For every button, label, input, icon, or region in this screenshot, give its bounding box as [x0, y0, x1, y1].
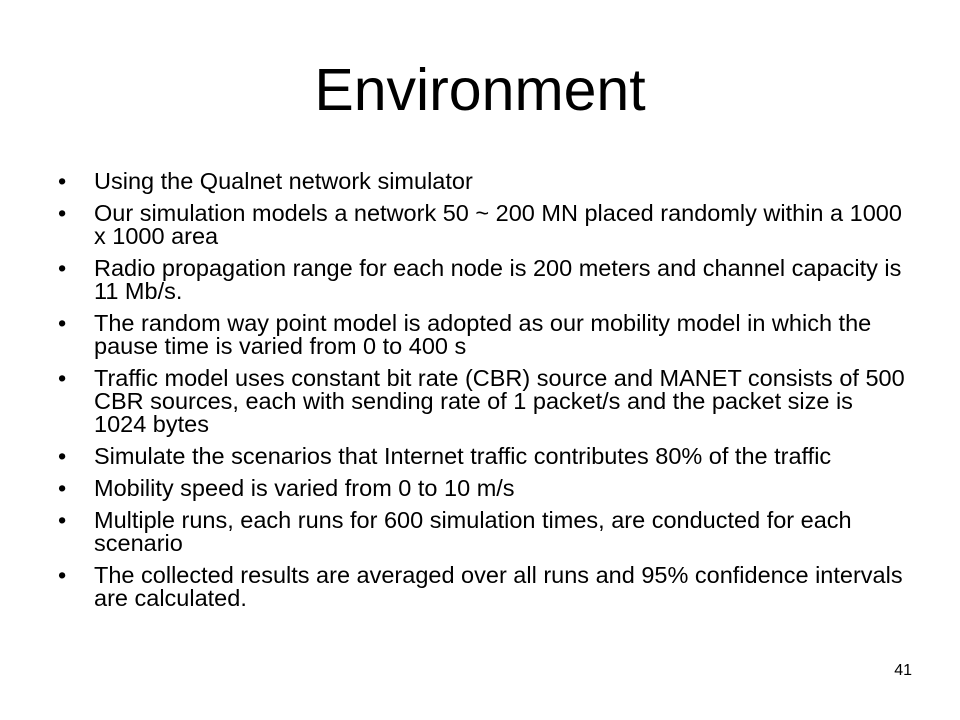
bullet-text: Our simulation models a network 50 ~ 200 MN placed randomly within a 1000 x 1000 area — [94, 200, 902, 249]
bullet-item — [58, 170, 908, 193]
bullet-text: Simulate the scenarios that Internet traffic contributes 80% of the traffic — [94, 443, 832, 469]
bullet-item — [58, 564, 908, 610]
bullet-icon: • — [58, 168, 67, 194]
bullet-text: The random way point model is adopted as our mobility model in which the pause time is varied from 0 to 400 s — [94, 310, 872, 359]
bullet-item — [58, 509, 908, 555]
bullet-icon: • — [58, 255, 67, 281]
bullet-text: Using the Qualnet network simulator — [94, 168, 473, 194]
bullet-text: Mobility speed is varied from 0 to 10 m/s — [94, 475, 515, 501]
bullet-item — [58, 257, 908, 303]
bullet-item — [58, 202, 908, 248]
bullet-item — [58, 477, 908, 500]
bullet-text: Traffic model uses constant bit rate (CBR) source and MANET consists of 500 CBR sources, each with sending rate of 1 packet/s and the packet size is 1024 bytes — [94, 365, 905, 437]
bullet-icon: • — [58, 475, 67, 501]
bullet-text: Radio propagation range for each node is 200 meters and channel capacity is 11 Mb/s. — [94, 255, 902, 304]
bullet-item — [58, 445, 908, 468]
bullet-item — [58, 312, 908, 358]
bullet-icon: • — [58, 200, 67, 226]
slide-title: Environment — [314, 57, 646, 123]
bullet-text: The collected results are averaged over all runs and 95% confidence intervals are calculated. — [94, 562, 903, 611]
page-number: 41 — [894, 662, 912, 679]
bullet-text: Multiple runs, each runs for 600 simulation times, are conducted for each scenario — [94, 507, 852, 556]
bullet-item — [58, 367, 908, 436]
bullet-icon: • — [58, 507, 67, 533]
bullet-list — [58, 170, 908, 619]
bullet-icon: • — [58, 365, 67, 391]
bullet-icon: • — [58, 443, 67, 469]
bullet-icon: • — [58, 310, 67, 336]
bullet-icon: • — [58, 562, 67, 588]
